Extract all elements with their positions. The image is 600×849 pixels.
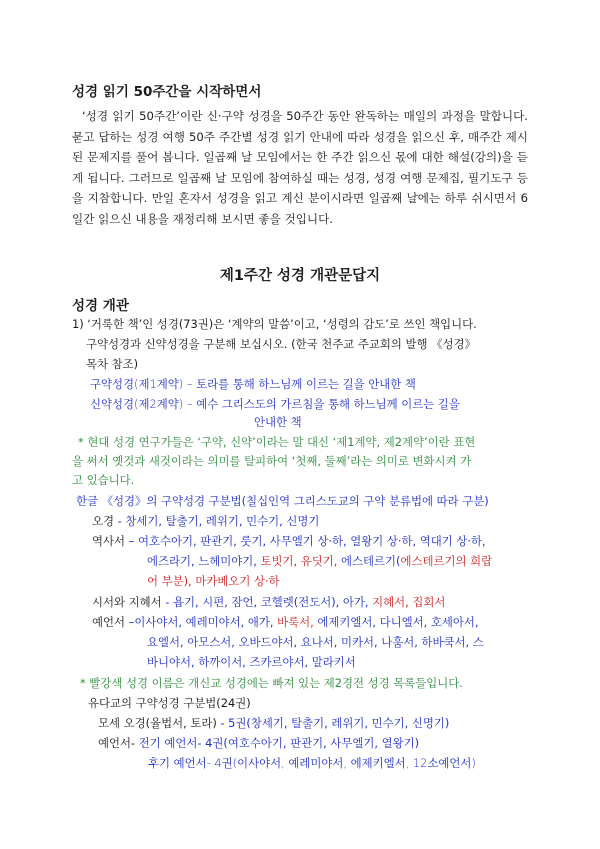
prophets-row-3: 바니야서, 하까이서, 즈카르야서, 말라키서 [147,655,356,669]
history-books-2b: 토빗기, 유딧기, [260,554,342,568]
pentateuch-row [92,512,319,530]
prophets-label: 예언서 [92,615,126,629]
latter-prophets: 후기 예언서- 4권(이사야서, 예레미야서, 에제키엘서, 12소예언서) [148,756,476,770]
section-title: 성경 개관 [72,298,129,314]
question-1-line-2: 구약성경과 신약성경을 구분해 보십시오. (한국 천주교 주교회의 발행 《성경》 [86,337,476,351]
prophets-row-2: 요엘서, 아모스서, 오바드야서, 요나서, 미카서, 나훔서, 하바쿡서, 스 [147,635,484,649]
wisdom-label: 시서와 지혜서 [92,595,162,609]
pentateuch-books: - 창세기, 탈출기, 레위기, 민수기, 신명기 [114,514,320,528]
note-1-line-2: 을 써서 옛것과 새것이라는 의미를 탈피하여 ‘첫째, 둘째’라는 의미로 변화시켜 가 [72,454,472,468]
old-testament-line: 구약성경(제1계약) – 토라를 통해 하느님께 이르는 길을 안내한 책 [90,377,416,391]
question-1-line-3: 목차 참조) [86,357,139,371]
wisdom-books-b: 지혜서, 집회서 [372,595,446,609]
prophets-books-1c: 에제키엘서, 다니엘서, 호세아서, [317,615,479,629]
prophets-books-1a: –이사야서, 예레미야서, 애가, [125,615,278,629]
new-testament-line-1: 신약성경(제2계약) – 예수 그리스도의 가르침을 통해 하느님께 이르는 길을 [90,397,460,411]
history-label: 역사서 [92,534,126,548]
history-books-1: – 여호수아기, 판관기, 룻기, 사무엘기 상·하, 열왕기 상·하, 역대기 상·하, [125,534,486,548]
note-1-line-3: 고 있습니다. [72,473,135,487]
wisdom-books-a: - 욥기, 시편, 잠언, 코헬렛(전도서), 아가, [161,595,373,609]
pentateuch-label: 오경 [92,514,115,528]
intro-paragraph [72,106,528,230]
jewish-prophets-label: 예언서- [98,736,139,750]
intro-title: 성경 읽기 50주간을 시작하면서 [72,84,262,100]
prophets-books-1b: 바룩서, [277,615,318,629]
note-2: * 빨강색 성경 이름은 개신교 성경에는 빠져 있는 제2경전 성경 목록들입니다. [80,676,463,690]
prophets-row-1 [92,613,479,631]
note-1-line-1: * 현대 성경 연구가들은 ‘구약, 신약’이라는 말 대신 ‘제1계약, 제2계약’이란 표현 [78,435,476,449]
history-books-2c: 에스테르기( [341,554,401,568]
history-row-1 [92,532,486,550]
history-row-2 [147,552,492,570]
jewish-prophets-row [98,734,419,752]
new-testament-line-2: 안내한 책 [254,415,302,429]
wisdom-row [92,593,445,611]
history-books-2a: 에즈라기, 느헤미야기, [147,554,261,568]
history-row-3: 어 부분), 마카베오기 상·하 [147,574,280,588]
korean-division-heading: 한글 《성경》의 구약성경 구분법(칠십인역 그리스도교의 구약 분류법에 따라 구분) [76,494,489,508]
torah-row [98,714,449,732]
question-1-line-1: 1) ‘거룩한 책’인 성경(73권)은 ‘계약의 말씀’이고, ‘성령의 감도’로 쓰인 책입니다. [72,317,477,331]
week-title: 제1주간 성경 개관문답지 [219,268,381,284]
former-prophets: 전기 예언서- 4권(여호수아기, 판관기, 사무엘기, 열왕기) [138,736,420,750]
jewish-division-heading: 유다교의 구약성경 구분법(24권) [88,696,251,710]
torah-books: - 5권(창세기, 탈출기, 레위기, 민수기, 신명기) [216,716,450,730]
intro-text: ‘성경 읽기 50주간’이란 신·구약 성경을 50주간 동안 완독하는 매일의 과정을 말합니다. 묻고 답하는 성경 여행 50주 주간별 성경 읽기 안내에 따라 성경을 읽으신 후, 매주간 제시된 문제지를 풀어 봅니다. 일곱째 날 모임에서는 한 주간 읽으신 몫에 대한 해설(강의)을 듣게 됩니다. 그러므로 일곱째 날 모임에 참여하실 때는 성경, 성경 여행 문제집, 필기도구 등을 지참합니다. 만일 혼자서 성경을 읽고 계신 분이시라면 일곱째 날에는 하루 쉬시면서 6일간 읽으신 내용을 재정리해 보시면 좋을 것입니다. [72,109,528,226]
history-books-2d: 에스테르기의 희랍 [400,554,493,568]
torah-label: 모세 오경(율법서, 토라) [98,716,217,730]
